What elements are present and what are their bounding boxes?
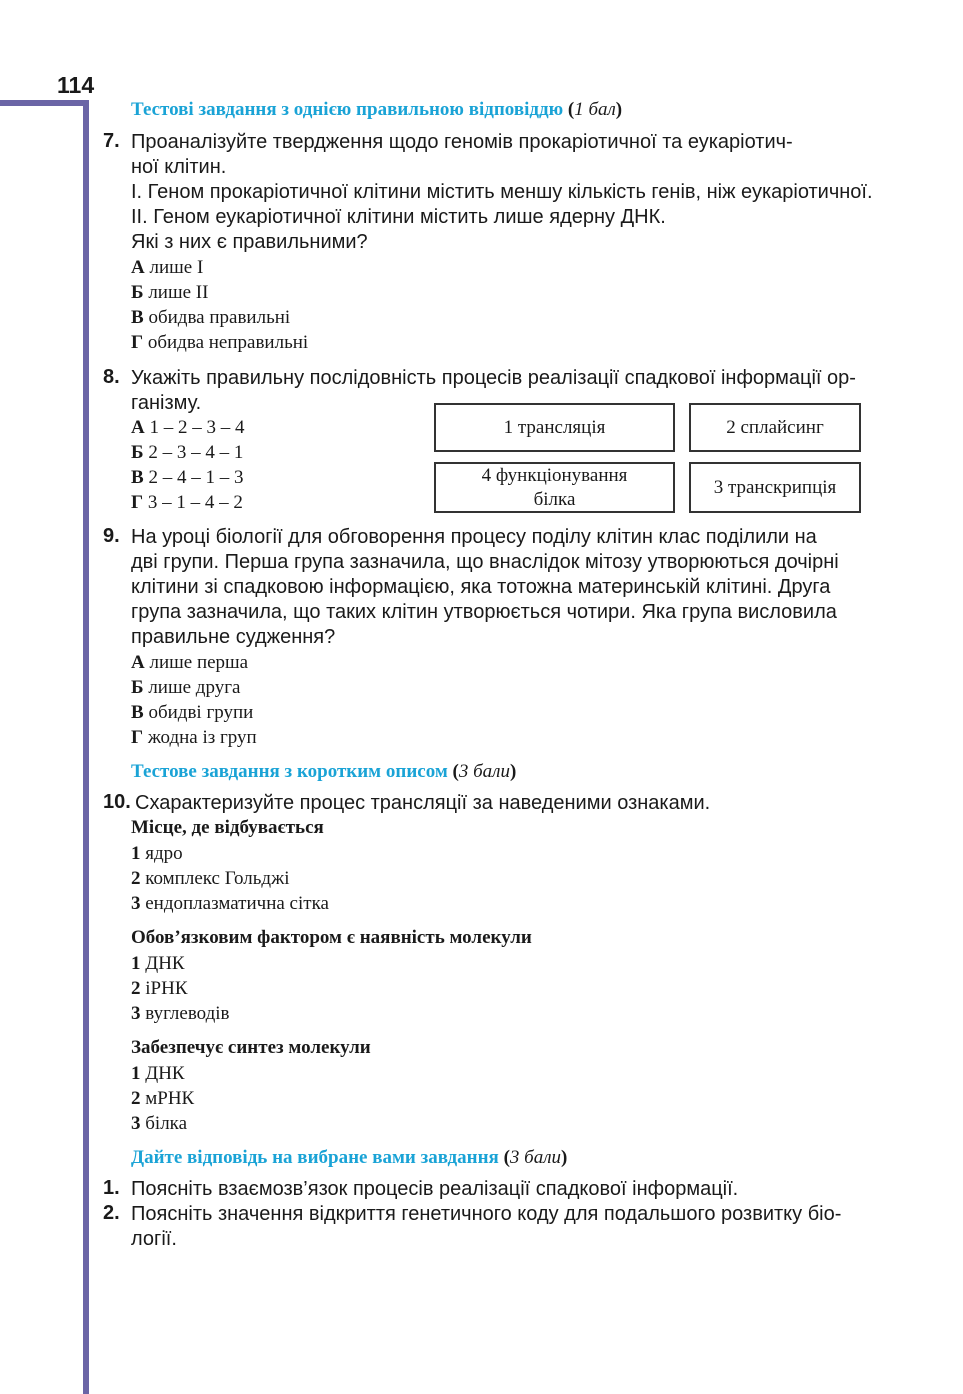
option-g: Г жодна із груп	[131, 727, 257, 748]
process-box-splicing: 2 сплайсинг	[689, 403, 861, 452]
question-text-line: На уроці біології для обговорення процесу поділу клітин клас поділили на	[131, 526, 817, 548]
option-a: А лише перша	[131, 652, 249, 673]
question-number: 9.	[103, 525, 120, 547]
question-text: Схарактеризуйте процес трансляції за наведеними ознаками.	[135, 792, 711, 814]
option-v: В 2 – 4 – 1 – 3	[131, 467, 244, 488]
statement-1: І. Геном прокаріотичної клітини містить меншу кількість генів, ніж еукаріотичної.	[131, 181, 873, 203]
question-number: 8.	[103, 366, 120, 388]
question-text-line: Поясніть значення відкриття генетичного коду для подальшого розвитку біо-	[131, 1203, 842, 1225]
option-b: Б лише ІІ	[131, 282, 209, 303]
question-text-line: група зазначила, що таких клітин утворюється чотири. Яка група висловила	[131, 601, 837, 623]
criterion-option: 2 іРНК	[131, 978, 188, 999]
criterion-option: 3 ендоплазматична сітка	[131, 893, 329, 914]
process-box-translation: 1 трансляція	[434, 403, 675, 452]
page-number: 114	[57, 72, 95, 98]
criterion-option: 2 комплекс Гольджі	[131, 868, 290, 889]
criterion-heading: Обов’язковим фактором є наявність молекули	[131, 927, 532, 948]
question-number: 1.	[103, 1177, 120, 1199]
option-a: А 1 – 2 – 3 – 4	[131, 417, 245, 438]
question-text-line: Проаналізуйте твердження щодо геномів прокаріотичної та еукаріотич-	[131, 131, 793, 153]
criterion-heading: Забезпечує синтез молекули	[131, 1037, 371, 1058]
question-text-line: ної клітин.	[131, 156, 227, 178]
margin-bar-horizontal	[0, 100, 89, 106]
option-b: Б лише друга	[131, 677, 241, 698]
question-text-line: правильне судження?	[131, 626, 336, 648]
question-prompt: Які з них є правильними?	[131, 231, 368, 253]
criterion-option: 1 ДНК	[131, 953, 185, 974]
section-heading-single-answer	[131, 99, 622, 121]
process-box-transcription: 3 транскрипція	[689, 462, 861, 513]
option-a: А лише І	[131, 257, 204, 278]
section-title: Тестові завдання з однією правильною відповіддю	[131, 99, 564, 120]
question-number: 10.	[103, 791, 131, 813]
criterion-heading: Місце, де відбувається	[131, 817, 324, 838]
criterion-option: 1 ДНК	[131, 1063, 185, 1084]
option-v: В обидві групи	[131, 702, 254, 723]
question-number: 2.	[103, 1202, 120, 1224]
option-b: Б 2 – 3 – 4 – 1	[131, 442, 244, 463]
option-g: Г обидва неправильні	[131, 332, 309, 353]
section-points: (3 бали)	[452, 761, 517, 782]
section-title: Дайте відповідь на вибране вами завдання	[131, 1147, 499, 1168]
process-box-protein-function: 4 функціонування білка	[434, 462, 675, 513]
criterion-option: 3 вуглеводів	[131, 1003, 230, 1024]
section-points: (3 бали)	[503, 1147, 568, 1168]
question-text-line: Укажіть правильну послідовність процесів реалізації спадкової інформації ор-	[131, 367, 856, 389]
section-title: Тестове завдання з коротким описом	[131, 761, 448, 782]
question-number: 7.	[103, 130, 120, 152]
criterion-option: 3 білка	[131, 1113, 188, 1134]
question-text: Поясніть взаємозв’язок процесів реалізації спадкової інформації.	[131, 1178, 739, 1200]
option-v: В обидва правильні	[131, 307, 291, 328]
margin-bar-vertical	[83, 100, 89, 1394]
question-text-line: клітини зі спадковою інформацією, яка тотожна материнській клітині. Друга	[131, 576, 831, 598]
section-heading-open-answer	[131, 1147, 567, 1169]
question-text-line: логії.	[131, 1228, 177, 1250]
option-g: Г 3 – 1 – 4 – 2	[131, 492, 243, 513]
statement-2: ІІ. Геном еукаріотичної клітини містить лише ядерну ДНК.	[131, 206, 666, 228]
section-points: (1 бал)	[567, 99, 623, 120]
criterion-option: 1 ядро	[131, 843, 183, 864]
section-heading-short-description	[131, 761, 516, 783]
question-text-line: ганізму.	[131, 392, 202, 414]
question-text-line: дві групи. Перша група зазначила, що внаслідок мітозу утворюються дочірні	[131, 551, 839, 573]
criterion-option: 2 мРНК	[131, 1088, 195, 1109]
